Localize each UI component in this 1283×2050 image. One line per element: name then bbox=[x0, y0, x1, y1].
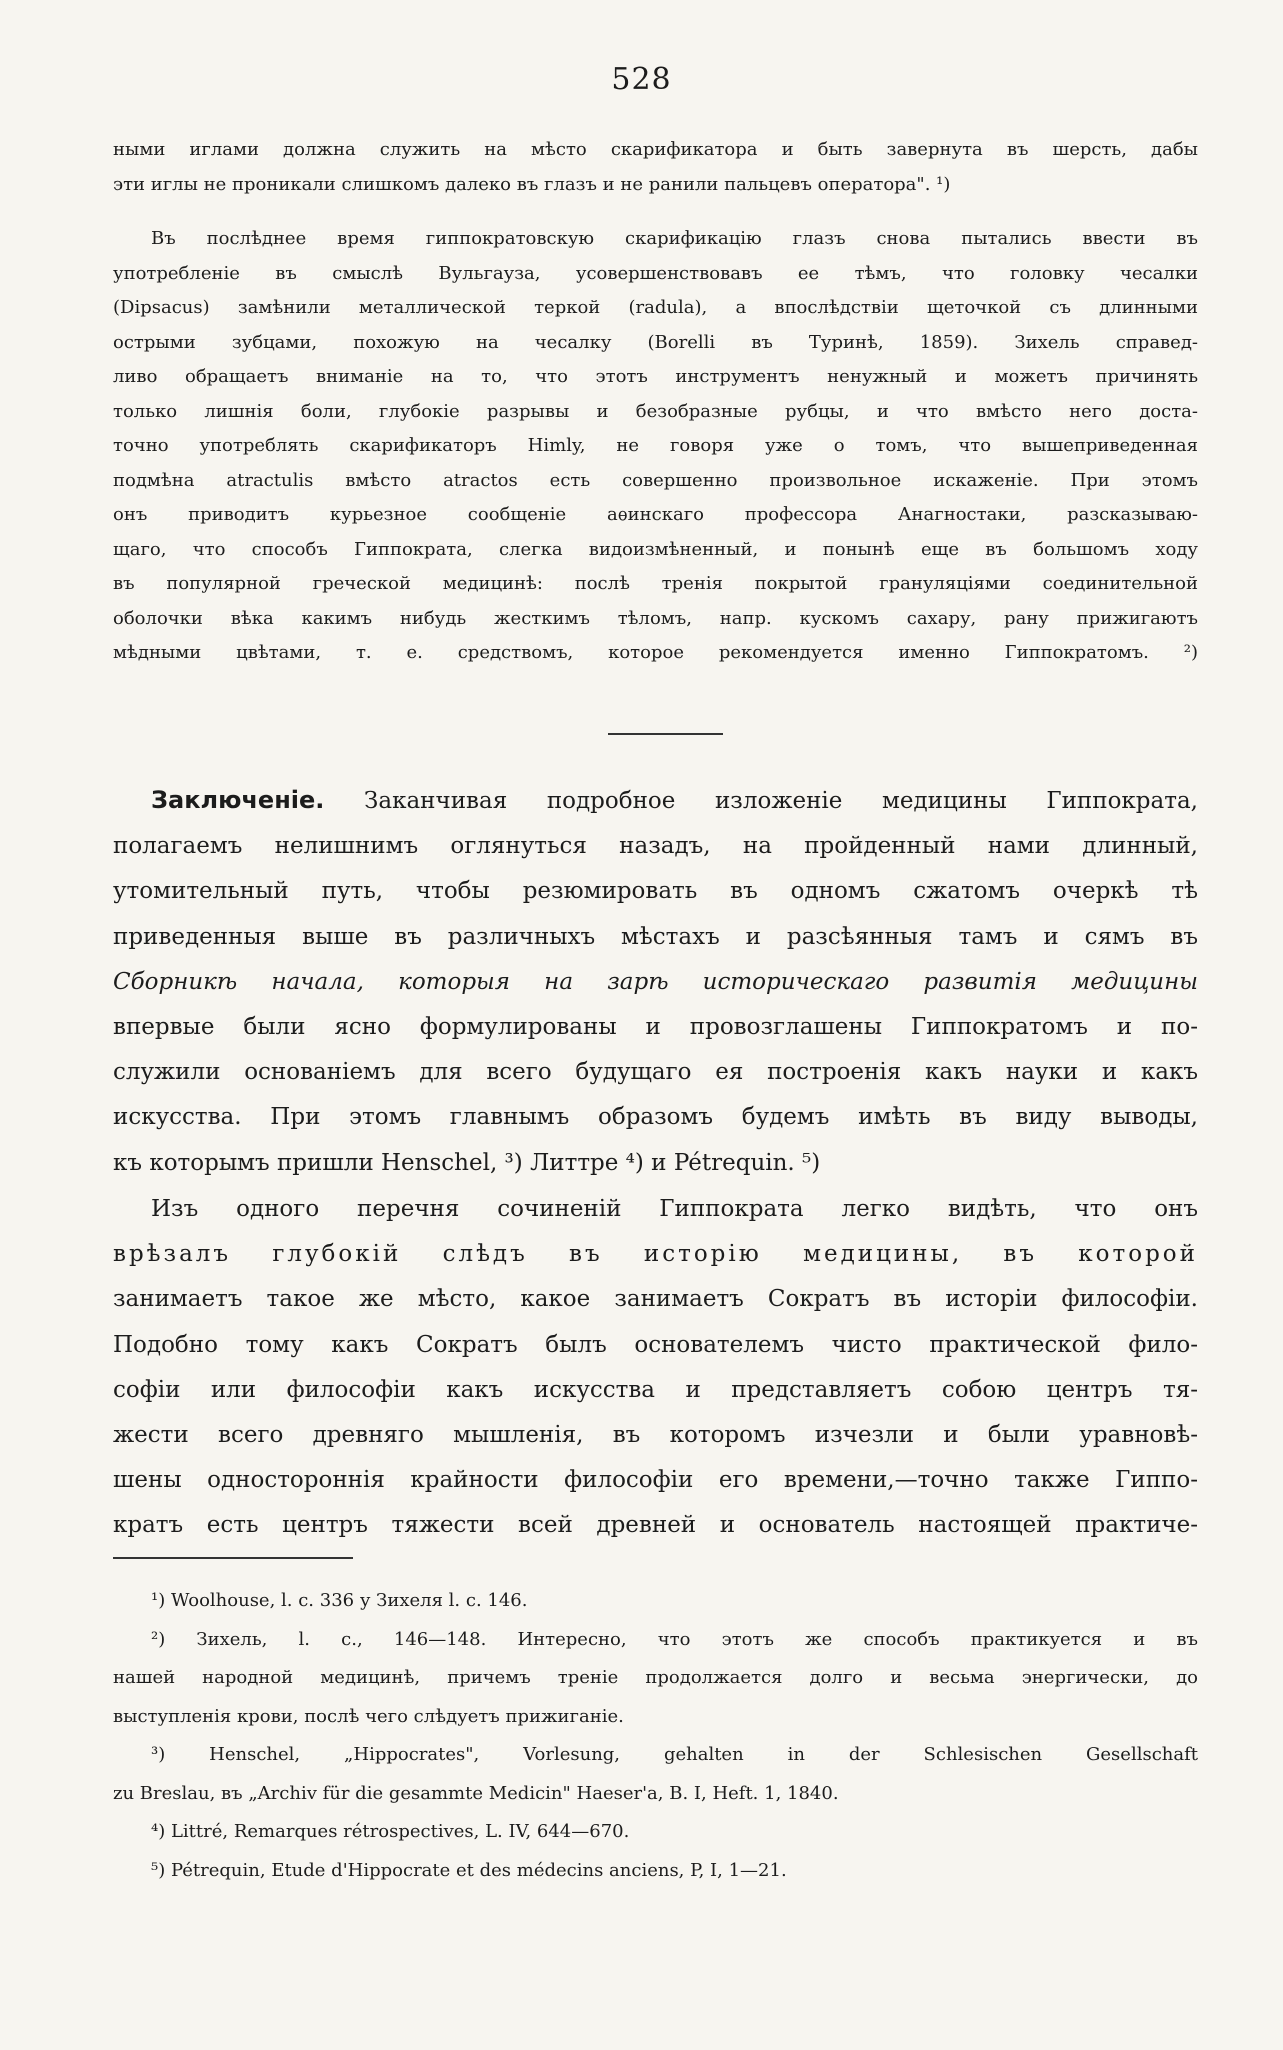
text-line: врѣзалъ глубокій слѣдъ въ исторію медицины, въ которой bbox=[113, 1241, 1198, 1268]
text-line: шены одностороннія крайности философіи его времени,—точно также Гиппо- bbox=[113, 1467, 1198, 1494]
footnote-3-cont: zu Breslau, въ „Archiv für die gesammte Medicin" Haeser'a, B. I, Heft. 1, 1840. bbox=[113, 1782, 839, 1804]
footnotes bbox=[113, 1582, 1198, 1890]
section-divider bbox=[608, 733, 723, 735]
text-line: щаго, что способъ Гиппократа, слегка видоизмѣненный, и понынѣ еще въ большомъ ходу bbox=[113, 538, 1198, 560]
footnote-1: ¹) Woolhouse, l. c. 336 у Зихеля l. c. 146. bbox=[151, 1590, 528, 1611]
text-line: эти иглы не проникали слишкомъ далеко въ глазъ и не ранили пальцевъ оператора". ¹) bbox=[113, 173, 951, 195]
text-line: ливо обращаетъ вниманіе на то, что этотъ инструментъ ненужный и можетъ причинять bbox=[113, 366, 1198, 387]
text-line: мѣдными цвѣтами, т. е. средствомъ, которое рекомендуется именно Гиппократомъ. ²) bbox=[113, 642, 1198, 663]
paragraph-scarification bbox=[113, 222, 1198, 671]
text-line: къ которымъ пришли Henschel, ³) Литтре ⁴) и Pétrequin. ⁵) bbox=[113, 1149, 821, 1176]
text-line: острыми зубцами, похожую на чесалку (Borelli въ Туринѣ, 1859). Зихель справед- bbox=[113, 331, 1198, 353]
text-line: оболочки вѣка какимъ нибудь жесткимъ тѣломъ, напр. кускомъ сахару, рану прижигаютъ bbox=[113, 607, 1198, 629]
conclusion-first-line bbox=[113, 778, 1198, 824]
text-line: употребленіе въ смыслѣ Вульгауза, усовершенствовавъ ее тѣмъ, что головку чесалки bbox=[113, 262, 1198, 284]
text-line: ными иглами должна служить на мѣсто скарификатора и быть завернута въ шерсть, дабы bbox=[113, 139, 1198, 160]
text-line: подмѣна atractulis вмѣсто atractos есть совершенно произвольное искаженіе. При этомъ bbox=[113, 469, 1198, 491]
text-line: точно употреблять скарификаторъ Himly, не говоря уже о томъ, что вышеприведенная bbox=[113, 435, 1198, 456]
footnote-2-cont: выступленія крови, послѣ чего слѣдуетъ прижиганіе. bbox=[113, 1705, 624, 1727]
text-line: приведенныя выше въ различныхъ мѣстахъ и разсѣянныя тамъ и сямъ въ bbox=[113, 923, 1198, 950]
text-line: только лишнія боли, глубокіе разрывы и безобразные рубцы, и что вмѣсто него доста- bbox=[113, 400, 1198, 422]
text-line: онъ приводитъ курьезное сообщеніе аѳинскаго профессора Анагностаки, разсказываю- bbox=[113, 504, 1198, 525]
footnote-2: ²) Зихель, l. c., 146—148. Интересно, что этотъ же способъ практикуется и въ bbox=[151, 1628, 1198, 1650]
page-number: 528 bbox=[611, 62, 672, 97]
continuation-paragraph bbox=[113, 133, 1198, 202]
footnote-rule bbox=[113, 1557, 353, 1559]
paragraph-hippocrates-socrates bbox=[113, 1187, 1198, 1549]
text-line: софіи или философіи какъ искусства и представляетъ собою центръ тя- bbox=[113, 1376, 1198, 1403]
text-line: Подобно тому какъ Сократъ былъ основателемъ чисто практической фило- bbox=[113, 1331, 1198, 1358]
text-line: кратъ есть центръ тяжести всей древней и основатель настоящей практиче- bbox=[113, 1512, 1198, 1539]
conclusion-heading: Заключеніе. bbox=[151, 786, 325, 814]
text-line: полагаемъ нелишнимъ оглянуться назадъ, на пройденный нами длинный, bbox=[113, 833, 1198, 860]
footnote-3: ³) Henschel, „Hippocrates", Vorlesung, gehalten in der Schlesischen Gesellschaft bbox=[151, 1744, 1198, 1765]
text-line: впервые были ясно формулированы и провозглашены Гиппократомъ и по- bbox=[113, 1014, 1198, 1041]
text-line: (Dipsacus) замѣнили металлической теркой (radula), а впослѣдствіи щеточкой съ длинными bbox=[113, 297, 1198, 318]
conclusion-paragraph bbox=[113, 778, 1198, 1186]
footnote-2-cont: нашей народной медицинѣ, причемъ треніе продолжается долго и весьма энергически, до bbox=[113, 1667, 1198, 1688]
footnote-5: ⁵) Pétrequin, Etude d'Hippocrate et des médecins anciens, P, I, 1—21. bbox=[151, 1859, 787, 1881]
text-line: утомительный путь, чтобы резюмировать въ одномъ сжатомъ очеркѣ тѣ bbox=[113, 878, 1198, 905]
text-line: Изъ одного перечня сочиненій Гиппократа легко видѣть, что онъ bbox=[151, 1196, 1198, 1222]
text-line: служили основаніемъ для всего будущаго ея построенія какъ науки и какъ bbox=[113, 1059, 1198, 1086]
text-line: искусства. При этомъ главнымъ образомъ будемъ имѣть въ виду выводы, bbox=[113, 1104, 1198, 1131]
text-line: Сборникѣ начала, которыя на зарѣ историческаго развитія медицины bbox=[113, 968, 1198, 995]
text-segment: Заканчивая подробное изложеніе медицины Гиппократа, bbox=[364, 788, 1198, 814]
text-line: въ популярной греческой медицинѣ: послѣ тренія покрытой грануляціями соединительной bbox=[113, 573, 1198, 594]
text-line: Въ послѣднее время гиппократовскую скарификацію глазъ снова пытались ввести въ bbox=[151, 228, 1198, 249]
footnote-4: ⁴) Littré, Remarques rétrospectives, L. IV, 644—670. bbox=[151, 1821, 630, 1842]
text-line: занимаетъ такое же мѣсто, какое занимаетъ Сократъ въ исторіи философіи. bbox=[113, 1286, 1198, 1313]
text-line: жести всего древняго мышленія, въ которомъ изчезли и были уравновѣ- bbox=[113, 1422, 1198, 1449]
